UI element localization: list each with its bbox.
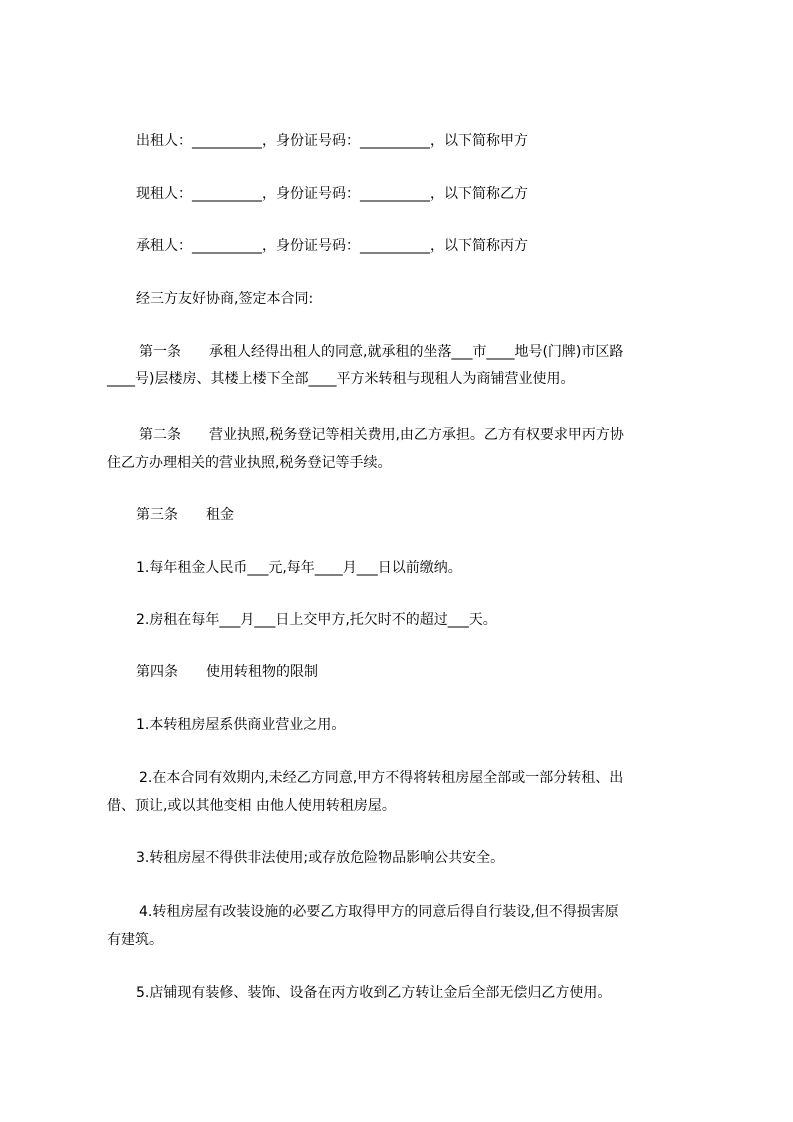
article-4-item-1: 1.本转租房屋系供商业营业之用。 (136, 717, 346, 733)
article-2-line-2: 住乙方办理相关的营业执照,税务登记等手续。 (107, 455, 392, 471)
article-4-heading: 第四条 使用转租物的限制 (136, 664, 318, 680)
article-4-item-2-line-1: 2.在本合同有效期内,未经乙方同意,甲方不得将转租房屋全部或一部分转租、出 (139, 770, 624, 786)
article-4-item-4-line-2: 有建筑。 (107, 932, 163, 948)
article-4-item-4-line-1: 4.转租房屋有改装设施的必要乙方取得甲方的同意后得自行装设,但不得损害原 (139, 904, 619, 920)
article-1-line-1: 第一条 承租人经得出租人的同意,就承租的坐落___市____地号(门牌)市区路 (139, 344, 624, 360)
article-2-line-1: 第二条 营业执照,税务登记等相关费用,由乙方承担。乙方有权要求甲丙方协 (139, 427, 624, 443)
lessor-line: 出租人：__________，身份证号码：__________，以下简称甲方 (136, 133, 528, 149)
article-3-heading: 第三条 租金 (136, 507, 234, 523)
current-tenant-line: 现租人：__________，身份证号码：__________，以下简称乙方 (136, 186, 528, 202)
subtenant-line: 承租人：__________，身份证号码：__________，以下简称丙方 (136, 238, 528, 254)
article-4-item-5: 5.店铺现有装修、装饰、设备在丙方收到乙方转让金后全部无偿归乙方使用。 (136, 985, 612, 1001)
article-4-item-2-line-2: 借、顶让,或以其他变相 由他人使用转租房屋。 (107, 798, 396, 814)
article-1-line-2: ____号)层楼房、其楼上楼下全部____平方米转租与现租人为商铺营业使用。 (107, 371, 575, 387)
article-3-item-2: 2.房租在每年___月___日上交甲方,托欠时不的超过___天。 (136, 612, 497, 628)
article-4-item-3: 3.转租房屋不得供非法使用;或存放危险物品影响公共安全。 (136, 850, 505, 866)
agreement-intro: 经三方友好协商,签定本合同: (136, 291, 314, 307)
article-3-item-1: 1.每年租金人民币___元,每年____月___日以前缴纳。 (136, 560, 462, 576)
